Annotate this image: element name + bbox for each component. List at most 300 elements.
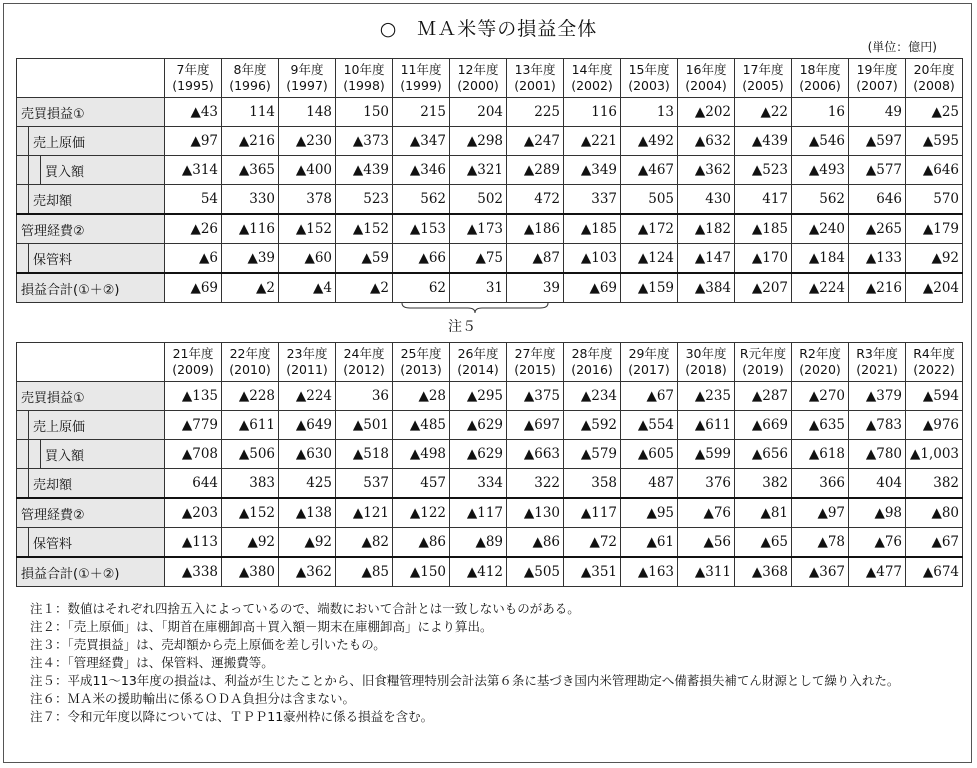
value-cell: ▲597 — [849, 127, 906, 156]
fiscal-year: 19年度 — [856, 62, 898, 77]
row-sales-profit — [17, 98, 963, 127]
value-cell: ▲86 — [393, 528, 450, 558]
fiscal-year: 9年度 — [290, 62, 324, 77]
fiscal-year: 20年度 — [913, 62, 955, 77]
calendar-year: (2003) — [628, 78, 670, 93]
fiscal-year: 14年度 — [571, 62, 613, 77]
value-cell: ▲498 — [393, 440, 450, 469]
value-cell: ▲663 — [507, 440, 564, 469]
value-cell: 487 — [621, 469, 678, 499]
value-cell: ▲186 — [507, 214, 564, 244]
row-cost-of-sales — [17, 411, 963, 440]
value-cell: ▲439 — [735, 127, 792, 156]
value-cell: ▲89 — [450, 528, 507, 558]
value-cell: ▲61 — [621, 528, 678, 558]
calendar-year: (2005) — [742, 78, 784, 93]
value-cell: ▲78 — [792, 528, 849, 558]
value-cell: ▲170 — [735, 244, 792, 274]
value-cell: 337 — [564, 185, 621, 215]
fiscal-year: 18年度 — [799, 62, 841, 77]
value-cell: ▲92 — [222, 528, 279, 558]
year-header — [336, 343, 393, 382]
fiscal-year: R2年度 — [799, 346, 841, 361]
value-cell: ▲234 — [564, 382, 621, 411]
value-cell: ▲439 — [336, 156, 393, 185]
value-cell: ▲2 — [222, 273, 279, 303]
row-label: 損益合計(①＋②) — [17, 557, 165, 587]
value-cell: ▲69 — [564, 273, 621, 303]
row-management-cost — [17, 498, 963, 528]
page-title: ○ ＭＡ米等の損益全体 — [379, 18, 598, 40]
calendar-year: (2008) — [913, 78, 955, 93]
fiscal-year: 8年度 — [233, 62, 267, 77]
value-cell: ▲347 — [393, 127, 450, 156]
value-cell: ▲412 — [450, 557, 507, 587]
value-cell: ▲505 — [507, 557, 564, 587]
value-cell: ▲92 — [906, 244, 963, 274]
value-cell: 225 — [507, 98, 564, 127]
value-cell: ▲43 — [165, 98, 222, 127]
value-cell: 150 — [336, 98, 393, 127]
value-cell: 537 — [336, 469, 393, 499]
calendar-year: (2001) — [514, 78, 556, 93]
value-cell: ▲152 — [222, 498, 279, 528]
row-label: 売買損益① — [17, 98, 165, 127]
value-cell: ▲783 — [849, 411, 906, 440]
calendar-year: (1997) — [286, 78, 328, 93]
corner-cell — [17, 343, 165, 382]
value-cell: ▲133 — [849, 244, 906, 274]
year-header — [165, 59, 222, 98]
value-cell: 13 — [621, 98, 678, 127]
value-cell: 54 — [165, 185, 222, 215]
fiscal-year: 26年度 — [457, 346, 499, 361]
year-header — [621, 59, 678, 98]
year-header — [849, 59, 906, 98]
year-header — [792, 343, 849, 382]
value-cell: 204 — [450, 98, 507, 127]
profit-loss-table-1995-2008 — [16, 58, 963, 303]
calendar-year: (2013) — [400, 362, 442, 377]
row-label: 損益合計(①＋②) — [17, 273, 165, 303]
row-purchase-amount — [17, 440, 963, 469]
value-cell: ▲6 — [165, 244, 222, 274]
value-cell: ▲95 — [621, 498, 678, 528]
value-cell: ▲362 — [678, 156, 735, 185]
value-cell: ▲75 — [450, 244, 507, 274]
value-cell: ▲98 — [849, 498, 906, 528]
year-header — [222, 59, 279, 98]
value-cell: 116 — [564, 98, 621, 127]
value-cell: ▲611 — [678, 411, 735, 440]
value-cell: ▲697 — [507, 411, 564, 440]
year-header — [507, 59, 564, 98]
fiscal-year: 29年度 — [628, 346, 670, 361]
footnote: 注４：「管理経費」は、保管料、運搬費等。 — [30, 655, 274, 670]
row-label: 管理経費② — [17, 214, 165, 244]
value-cell: ▲80 — [906, 498, 963, 528]
value-cell: ▲216 — [222, 127, 279, 156]
row-cost-of-sales — [17, 127, 963, 156]
value-cell: ▲87 — [507, 244, 564, 274]
value-cell: ▲172 — [621, 214, 678, 244]
value-cell: ▲467 — [621, 156, 678, 185]
value-cell: ▲379 — [849, 382, 906, 411]
calendar-year: (1999) — [400, 78, 442, 93]
value-cell: ▲26 — [165, 214, 222, 244]
value-cell: ▲56 — [678, 528, 735, 558]
value-cell: ▲221 — [564, 127, 621, 156]
value-cell: ▲501 — [336, 411, 393, 440]
note5-brace — [400, 302, 550, 314]
calendar-year: (2012) — [343, 362, 385, 377]
value-cell: ▲592 — [564, 411, 621, 440]
calendar-year: (2007) — [856, 78, 898, 93]
value-cell: ▲595 — [906, 127, 963, 156]
footnote: 注７：令和元年度以降については、ＴＰＰ11豪州枠に係る損益を含む。 — [30, 709, 434, 724]
value-cell: ▲365 — [222, 156, 279, 185]
value-cell: ▲22 — [735, 98, 792, 127]
value-cell: 322 — [507, 469, 564, 499]
value-cell: 562 — [393, 185, 450, 215]
value-cell: ▲247 — [507, 127, 564, 156]
year-header — [735, 343, 792, 382]
fiscal-year: 22年度 — [229, 346, 271, 361]
value-cell: ▲159 — [621, 273, 678, 303]
value-cell: ▲656 — [735, 440, 792, 469]
value-cell: 562 — [792, 185, 849, 215]
value-cell: ▲780 — [849, 440, 906, 469]
value-cell: ▲67 — [906, 528, 963, 558]
value-cell: ▲240 — [792, 214, 849, 244]
value-cell: ▲230 — [279, 127, 336, 156]
year-header — [792, 59, 849, 98]
row-sales-profit — [17, 382, 963, 411]
value-cell: ▲117 — [564, 498, 621, 528]
value-cell: 457 — [393, 469, 450, 499]
value-cell: ▲59 — [336, 244, 393, 274]
value-cell: 430 — [678, 185, 735, 215]
value-cell: ▲599 — [678, 440, 735, 469]
footnote: 注１：数値はそれぞれ四捨五入によっているので、端数において合計とは一致しないものがある。 — [30, 601, 580, 616]
value-cell: ▲39 — [222, 244, 279, 274]
value-cell: ▲554 — [621, 411, 678, 440]
value-cell: 505 — [621, 185, 678, 215]
value-cell: 16 — [792, 98, 849, 127]
value-cell: 215 — [393, 98, 450, 127]
value-cell: ▲400 — [279, 156, 336, 185]
value-cell: ▲147 — [678, 244, 735, 274]
value-cell: ▲4 — [279, 273, 336, 303]
row-label: 売上原価 — [29, 127, 165, 156]
value-cell: 148 — [279, 98, 336, 127]
value-cell: ▲163 — [621, 557, 678, 587]
value-cell: ▲224 — [279, 382, 336, 411]
row-label: 売却額 — [29, 185, 165, 215]
fiscal-year: 12年度 — [457, 62, 499, 77]
value-cell: ▲362 — [279, 557, 336, 587]
value-cell: ▲579 — [564, 440, 621, 469]
fiscal-year: 17年度 — [742, 62, 784, 77]
fiscal-year: 30年度 — [685, 346, 727, 361]
value-cell: ▲384 — [678, 273, 735, 303]
value-cell: ▲65 — [735, 528, 792, 558]
value-cell: ▲153 — [393, 214, 450, 244]
value-cell: 39 — [507, 273, 564, 303]
value-cell: ▲1,003 — [906, 440, 963, 469]
value-cell: ▲207 — [735, 273, 792, 303]
value-cell: ▲121 — [336, 498, 393, 528]
fiscal-year: 16年度 — [685, 62, 727, 77]
year-header — [279, 59, 336, 98]
value-cell: ▲216 — [849, 273, 906, 303]
value-cell: 644 — [165, 469, 222, 499]
value-cell: ▲97 — [792, 498, 849, 528]
value-cell: ▲708 — [165, 440, 222, 469]
year-header — [735, 59, 792, 98]
calendar-year: (2022) — [913, 362, 955, 377]
row-label: 売買損益① — [17, 382, 165, 411]
value-cell: ▲295 — [450, 382, 507, 411]
value-cell: 570 — [906, 185, 963, 215]
row-label: 売上原価 — [29, 411, 165, 440]
fiscal-year: 24年度 — [343, 346, 385, 361]
value-cell: 404 — [849, 469, 906, 499]
value-cell: 366 — [792, 469, 849, 499]
fiscal-year: R4年度 — [913, 346, 955, 361]
value-cell: ▲289 — [507, 156, 564, 185]
value-cell: ▲632 — [678, 127, 735, 156]
calendar-year: (2018) — [685, 362, 727, 377]
row-label: 保管料 — [29, 528, 165, 558]
year-header — [678, 59, 735, 98]
value-cell: ▲493 — [792, 156, 849, 185]
year-header — [906, 343, 963, 382]
fiscal-year: 25年度 — [400, 346, 442, 361]
calendar-year: (2019) — [742, 362, 784, 377]
value-cell: ▲113 — [165, 528, 222, 558]
calendar-year: (2009) — [172, 362, 214, 377]
value-cell: ▲76 — [678, 498, 735, 528]
value-cell: ▲649 — [279, 411, 336, 440]
value-cell: ▲204 — [906, 273, 963, 303]
year-header — [165, 343, 222, 382]
year-header — [906, 59, 963, 98]
calendar-year: (2014) — [457, 362, 499, 377]
fiscal-year: 15年度 — [628, 62, 670, 77]
value-cell: ▲72 — [564, 528, 621, 558]
year-header — [450, 59, 507, 98]
fiscal-year: 27年度 — [514, 346, 556, 361]
value-cell: ▲314 — [165, 156, 222, 185]
fiscal-year: 23年度 — [286, 346, 328, 361]
value-cell: ▲116 — [222, 214, 279, 244]
value-cell: ▲287 — [735, 382, 792, 411]
unit-label: (単位：億円) — [867, 40, 937, 54]
value-cell: ▲298 — [450, 127, 507, 156]
fiscal-year: 7年度 — [176, 62, 210, 77]
value-cell: ▲311 — [678, 557, 735, 587]
value-cell: ▲265 — [849, 214, 906, 244]
value-cell: ▲367 — [792, 557, 849, 587]
row-total — [17, 273, 963, 303]
footnote: 注５：平成11～13年度の損益は、利益が生じたことから、旧食糧管理特別会計法第６条に基づき国内米管理勘定へ備蓄損失補てん財源として繰り入れた。 — [30, 673, 900, 688]
value-cell: ▲611 — [222, 411, 279, 440]
value-cell: ▲82 — [336, 528, 393, 558]
row-management-cost — [17, 214, 963, 244]
calendar-year: (2016) — [571, 362, 613, 377]
value-cell: ▲577 — [849, 156, 906, 185]
row-storage-fee — [17, 528, 963, 558]
fiscal-year: R3年度 — [856, 346, 898, 361]
value-cell: 417 — [735, 185, 792, 215]
value-cell: ▲235 — [678, 382, 735, 411]
value-cell: ▲605 — [621, 440, 678, 469]
value-cell: 472 — [507, 185, 564, 215]
row-label: 買入額 — [41, 440, 165, 469]
value-cell: ▲76 — [849, 528, 906, 558]
value-cell: ▲373 — [336, 127, 393, 156]
calendar-year: (1996) — [229, 78, 271, 93]
value-cell: ▲60 — [279, 244, 336, 274]
calendar-year: (2017) — [628, 362, 670, 377]
value-cell: ▲203 — [165, 498, 222, 528]
value-cell: ▲28 — [393, 382, 450, 411]
row-label: 保管料 — [29, 244, 165, 274]
value-cell: ▲594 — [906, 382, 963, 411]
year-header — [450, 343, 507, 382]
value-cell: ▲66 — [393, 244, 450, 274]
year-header — [336, 59, 393, 98]
row-label: 売却額 — [29, 469, 165, 499]
value-cell: ▲117 — [450, 498, 507, 528]
fiscal-year: 10年度 — [343, 62, 385, 77]
fiscal-year: 21年度 — [172, 346, 214, 361]
year-header — [678, 343, 735, 382]
value-cell: ▲130 — [507, 498, 564, 528]
value-cell: ▲375 — [507, 382, 564, 411]
fiscal-year: 11年度 — [400, 62, 442, 77]
value-cell: ▲124 — [621, 244, 678, 274]
year-header — [507, 343, 564, 382]
fiscal-year: R元年度 — [739, 346, 787, 361]
value-cell: 502 — [450, 185, 507, 215]
value-cell: ▲380 — [222, 557, 279, 587]
value-cell: ▲492 — [621, 127, 678, 156]
value-cell: 62 — [393, 273, 450, 303]
row-storage-fee — [17, 244, 963, 274]
value-cell: ▲351 — [564, 557, 621, 587]
calendar-year: (2004) — [685, 78, 727, 93]
value-cell: ▲618 — [792, 440, 849, 469]
value-cell: 358 — [564, 469, 621, 499]
calendar-year: (2000) — [457, 78, 499, 93]
value-cell: ▲518 — [336, 440, 393, 469]
value-cell: 114 — [222, 98, 279, 127]
value-cell: 382 — [735, 469, 792, 499]
year-header — [393, 343, 450, 382]
value-cell: ▲976 — [906, 411, 963, 440]
value-cell: ▲477 — [849, 557, 906, 587]
value-cell: ▲202 — [678, 98, 735, 127]
value-cell: ▲646 — [906, 156, 963, 185]
calendar-year: (1998) — [343, 78, 385, 93]
year-header — [222, 343, 279, 382]
value-cell: ▲182 — [678, 214, 735, 244]
value-cell: 425 — [279, 469, 336, 499]
value-cell: 31 — [450, 273, 507, 303]
year-header — [849, 343, 906, 382]
value-cell: ▲224 — [792, 273, 849, 303]
value-cell: ▲184 — [792, 244, 849, 274]
footnote: 注３：「売買損益」は、売却額から売上原価を差し引いたもの。 — [30, 637, 386, 652]
value-cell: ▲135 — [165, 382, 222, 411]
value-cell: ▲152 — [279, 214, 336, 244]
value-cell: ▲67 — [621, 382, 678, 411]
year-header — [393, 59, 450, 98]
row-total — [17, 557, 963, 587]
value-cell: ▲779 — [165, 411, 222, 440]
value-cell: ▲270 — [792, 382, 849, 411]
value-cell: ▲150 — [393, 557, 450, 587]
year-header — [564, 59, 621, 98]
value-cell: 36 — [336, 382, 393, 411]
value-cell: 523 — [336, 185, 393, 215]
calendar-year: (2020) — [799, 362, 841, 377]
corner-cell — [17, 59, 165, 98]
value-cell: ▲349 — [564, 156, 621, 185]
value-cell: ▲546 — [792, 127, 849, 156]
value-cell: ▲2 — [336, 273, 393, 303]
value-cell: ▲368 — [735, 557, 792, 587]
value-cell: ▲69 — [165, 273, 222, 303]
value-cell: ▲185 — [564, 214, 621, 244]
value-cell: ▲523 — [735, 156, 792, 185]
year-header — [621, 343, 678, 382]
value-cell: ▲152 — [336, 214, 393, 244]
row-purchase-amount — [17, 156, 963, 185]
value-cell: 378 — [279, 185, 336, 215]
value-cell: ▲179 — [906, 214, 963, 244]
value-cell: ▲97 — [165, 127, 222, 156]
row-sales-amount — [17, 469, 963, 499]
value-cell: 334 — [450, 469, 507, 499]
value-cell: ▲338 — [165, 557, 222, 587]
calendar-year: (2011) — [286, 362, 328, 377]
year-header — [279, 343, 336, 382]
footnote: 注２：「売上原価」は、「期首在庫棚卸高＋買入額－期末在庫棚卸高」により算出。 — [30, 619, 493, 634]
row-label: 管理経費② — [17, 498, 165, 528]
header-row — [17, 59, 963, 98]
calendar-year: (2002) — [571, 78, 613, 93]
value-cell: 330 — [222, 185, 279, 215]
value-cell: ▲122 — [393, 498, 450, 528]
value-cell: ▲86 — [507, 528, 564, 558]
value-cell: ▲321 — [450, 156, 507, 185]
fiscal-year: 13年度 — [514, 62, 556, 77]
value-cell: ▲138 — [279, 498, 336, 528]
value-cell: ▲92 — [279, 528, 336, 558]
value-cell: ▲25 — [906, 98, 963, 127]
value-cell: 382 — [906, 469, 963, 499]
value-cell: ▲103 — [564, 244, 621, 274]
value-cell: ▲506 — [222, 440, 279, 469]
value-cell: ▲81 — [735, 498, 792, 528]
value-cell: ▲630 — [279, 440, 336, 469]
value-cell: 383 — [222, 469, 279, 499]
row-label: 買入額 — [41, 156, 165, 185]
value-cell: 376 — [678, 469, 735, 499]
